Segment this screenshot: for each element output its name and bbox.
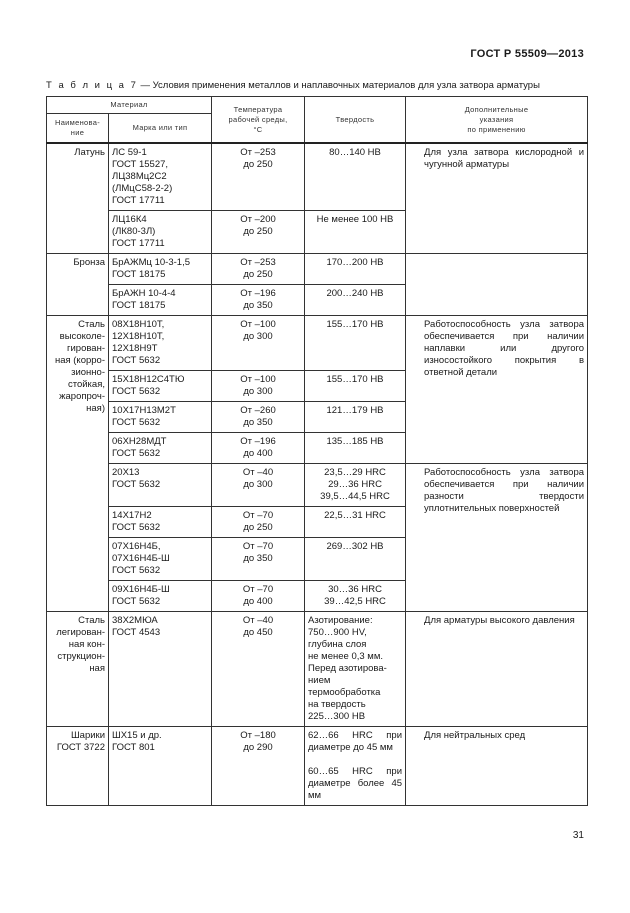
grade-cell: 20Х13 ГОСТ 5632 bbox=[109, 464, 212, 507]
grade-cell: ЛС 59-1 ГОСТ 15527, ЛЦ38Мц2С2 (ЛМцС58-2-2) ГОСТ 17711 bbox=[109, 143, 212, 211]
temperature-cell: От –40 до 450 bbox=[212, 612, 305, 727]
grade-cell: БрАЖН 10-4-4 ГОСТ 18175 bbox=[109, 285, 212, 316]
material-name-cell: Латунь bbox=[47, 143, 109, 254]
grade-cell: 14Х17Н2 ГОСТ 5632 bbox=[109, 507, 212, 538]
application-note-cell bbox=[406, 254, 588, 316]
temperature-cell: От –70 до 350 bbox=[212, 538, 305, 581]
temperature-cell: От –70 до 250 bbox=[212, 507, 305, 538]
hardness-cell: 30…36 HRC 39…42,5 HRC bbox=[305, 581, 406, 612]
hardness-cell: 80…140 НВ bbox=[305, 143, 406, 211]
temperature-cell: От –100 до 300 bbox=[212, 316, 305, 371]
table-row bbox=[47, 254, 588, 285]
application-note-cell: Для нейтральных сред bbox=[406, 727, 588, 806]
temperature-cell: От –40 до 300 bbox=[212, 464, 305, 507]
grade-cell: 10Х17Н13М2Т ГОСТ 5632 bbox=[109, 402, 212, 433]
temperature-cell: От –196 до 350 bbox=[212, 285, 305, 316]
page-number: 31 bbox=[572, 830, 584, 841]
grade-cell: БрАЖМц 10-3-1,5 ГОСТ 18175 bbox=[109, 254, 212, 285]
hardness-cell: Не менее 100 НВ bbox=[305, 211, 406, 254]
grade-cell: 38Х2МЮА ГОСТ 4543 bbox=[109, 612, 212, 727]
hardness-cell: 62…66 HRC при диаметре до 45 мм 60…65 HRC при диаметре более 45 мм bbox=[305, 727, 406, 806]
temperature-cell: От –200 до 250 bbox=[212, 211, 305, 254]
hardness-cell: 269…302 НВ bbox=[305, 538, 406, 581]
material-name-cell: Бронза bbox=[47, 254, 109, 316]
grade-cell: ЛЦ16К4 (ЛК80-3Л) ГОСТ 17711 bbox=[109, 211, 212, 254]
temperature-cell: От –196 до 400 bbox=[212, 433, 305, 464]
table-caption-text: — Условия применения металлов и наплавочных материалов для узла затвора арматуры bbox=[137, 80, 540, 91]
grade-cell: 15Х18Н12С4ТЮ ГОСТ 5632 bbox=[109, 371, 212, 402]
hardness-cell: 23,5…29 HRC 29…36 HRC 39,5…44,5 HRC bbox=[305, 464, 406, 507]
table-row bbox=[47, 727, 588, 806]
material-name-cell: Сталь легирован- ная кон- струкцион- ная bbox=[47, 612, 109, 727]
table-row bbox=[47, 612, 588, 727]
table-row bbox=[47, 464, 588, 507]
temperature-cell: От –260 до 350 bbox=[212, 402, 305, 433]
header-temperature: Температура рабочей среды, °С bbox=[212, 97, 305, 144]
temperature-cell: От –70 до 400 bbox=[212, 581, 305, 612]
material-name-cell: Сталь высоколе- гирован- ная (корро- зионно- стойкая, жаропроч- ная) bbox=[47, 316, 109, 612]
table-row bbox=[47, 143, 588, 211]
application-note-cell: Работоспособность узла затвора обеспечивается при наличии разности твердости уплотнительных поверхностей bbox=[406, 464, 588, 612]
table-caption bbox=[46, 80, 540, 91]
hardness-cell: 200…240 НВ bbox=[305, 285, 406, 316]
grade-cell: 06ХН28МДТ ГОСТ 5632 bbox=[109, 433, 212, 464]
temperature-cell: От –180 до 290 bbox=[212, 727, 305, 806]
materials-table bbox=[46, 96, 588, 806]
table-caption-label: Т а б л и ц а 7 bbox=[46, 80, 138, 91]
hardness-cell: 170…200 НВ bbox=[305, 254, 406, 285]
hardness-cell: 155…170 НВ bbox=[305, 371, 406, 402]
material-name-cell: Шарики ГОСТ 3722 bbox=[47, 727, 109, 806]
hardness-cell: Азотирование: 750…900 HV, глубина слоя не менее 0,3 мм. Перед азотирова- нием термообработка на твердость 225…300 НВ bbox=[305, 612, 406, 727]
application-note-cell: Работоспособность узла затвора обеспечивается при наличии наплавки или другого износостойкого покрытия в ответной детали bbox=[406, 316, 588, 464]
grade-cell: 08Х18Н10Т, 12Х18Н10Т, 12Х18Н9Т ГОСТ 5632 bbox=[109, 316, 212, 371]
hardness-cell: 135…185 НВ bbox=[305, 433, 406, 464]
header-grade: Марка или тип bbox=[109, 114, 212, 144]
header-notes: Дополнительные указания по применению bbox=[406, 97, 588, 144]
table-header bbox=[47, 97, 588, 144]
application-note-cell: Для узла затвора кислородной и чугунной арматуры bbox=[406, 143, 588, 254]
header-hardness: Твердость bbox=[305, 97, 406, 144]
temperature-cell: От –253 до 250 bbox=[212, 143, 305, 211]
grade-cell: ШХ15 и др. ГОСТ 801 bbox=[109, 727, 212, 806]
header-material: Материал bbox=[47, 97, 212, 114]
grade-cell: 07Х16Н4Б, 07Х16Н4Б-Ш ГОСТ 5632 bbox=[109, 538, 212, 581]
grade-cell: 09Х16Н4Б-Ш ГОСТ 5632 bbox=[109, 581, 212, 612]
hardness-cell: 155…170 НВ bbox=[305, 316, 406, 371]
document-code: ГОСТ Р 55509—2013 bbox=[470, 48, 584, 60]
temperature-cell: От –253 до 250 bbox=[212, 254, 305, 285]
hardness-cell: 121…179 НВ bbox=[305, 402, 406, 433]
table-body bbox=[47, 143, 588, 806]
hardness-cell: 22,5…31 HRC bbox=[305, 507, 406, 538]
header-name: Наименова- ние bbox=[47, 114, 109, 144]
table-row bbox=[47, 316, 588, 371]
temperature-cell: От –100 до 300 bbox=[212, 371, 305, 402]
application-note-cell: Для арматуры высокого давления bbox=[406, 612, 588, 727]
